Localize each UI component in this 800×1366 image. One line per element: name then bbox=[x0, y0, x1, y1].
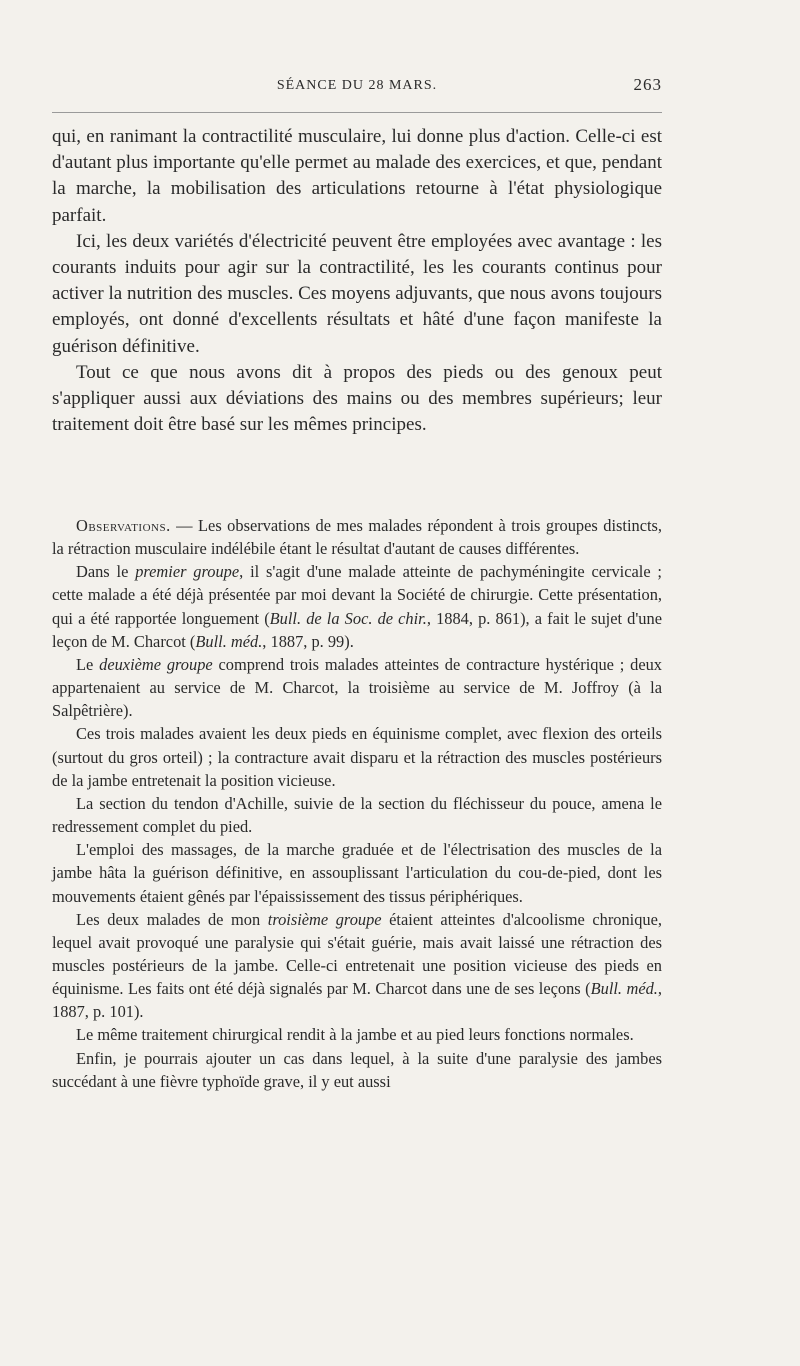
observations-section bbox=[52, 514, 662, 1093]
paragraph: La section du tendon d'Achille, suivie de la section du fléchisseur du pouce, amena le redressement complet du pied. bbox=[52, 793, 662, 837]
paragraph-third-group: Les deux malades de mon troisième groupe étaient atteintes d'alcoolisme chronique, lequel avait provoqué une paralysie qui s'était guérie, mais avait laissé une rétraction des muscles postérieurs de la jambe. Celle-ci entretenait une position vicieuse des pieds en équinisme. Les faits ont été déjà signalés par M. Charcot dans une de ses leçons (Bull. méd., 1887, p. 101). bbox=[52, 909, 663, 1022]
paragraph: L'emploi des massages, de la marche graduée et de l'électrisation des muscles de la jambe hâta la guérison définitive, en assouplissant l'articulation du cou-de-pied, dont les mouvements étaient gênés par l'épaississement des tissus périphériques. bbox=[52, 840, 662, 906]
paragraph-second-group: Le deuxième groupe comprend trois malades atteintes de contracture hystérique ; deux appartenaient au service de M. Charcot, la troisième au service de M. Joffroy (à la Salpêtrière). bbox=[52, 654, 662, 721]
paragraph: Ces trois malades avaient les deux pieds en équinisme complet, avec flexion des orteils (surtout du gros orteil) ; la contracture avait disparu et la rétraction des muscles postérieurs de la jambe entretenait la position vicieuse. bbox=[52, 724, 662, 790]
header-rule bbox=[52, 112, 662, 113]
paragraph: Tout ce que nous avons dit à propos des pieds ou des genoux peut s'appliquer aussi aux déviations des mains ou des membres supérieurs; leur traitement doit être basé sur les mêmes principes. bbox=[52, 361, 662, 436]
running-title: SÉANCE DU 28 MARS. bbox=[276, 78, 438, 93]
observations-intro: Observations. — Les observations de mes malades répondent à trois groupes distincts, la rétraction musculaire indélébile étant le résultat d'autant de causes différentes. bbox=[52, 516, 662, 559]
paragraph-first-group: Dans le premier groupe, il s'agit d'une malade atteinte de pachyméningite cervicale ; cette malade a été déjà présentée par moi devant la Société de chirurgie. Cette présentation, qui a été rapportée longuement (Bull. de la Soc. de chir., 1884, p. 861), a fait le sujet d'une leçon de M. Charcot (Bull. méd., 1887, p. 99). bbox=[52, 562, 662, 651]
running-header bbox=[52, 75, 662, 100]
page-number: 263 bbox=[633, 75, 662, 94]
main-text bbox=[52, 124, 662, 438]
paragraph: qui, en ranimant la contractilité musculaire, lui donne plus d'action. Celle-ci est d'autant plus importante qu'elle permet au malade des exercices, et que, pendant la marche, la mobilisation des articulations retourne à l'état physiologique parfait. bbox=[52, 126, 662, 226]
paragraph: Le même traitement chirurgical rendit à la jambe et au pied leurs fonctions normales. bbox=[76, 1025, 634, 1045]
paragraph: Ici, les deux variétés d'électricité peuvent être employées avec avantage : les courants induits pour agir sur la contractilité, les les courants continus pour activer la nutrition des muscles. Ces moyens adjuvants, que nous avons toujours employés, ont donné d'excellents résultats et hâté d'une façon manifeste la guérison définitive. bbox=[52, 230, 662, 357]
observations-heading: Observations. bbox=[76, 516, 171, 535]
paragraph: Enfin, je pourrais ajouter un cas dans lequel, à la suite d'une paralysie des jambes succédant à une fièvre typhoïde grave, il y eut aussi bbox=[52, 1048, 662, 1091]
